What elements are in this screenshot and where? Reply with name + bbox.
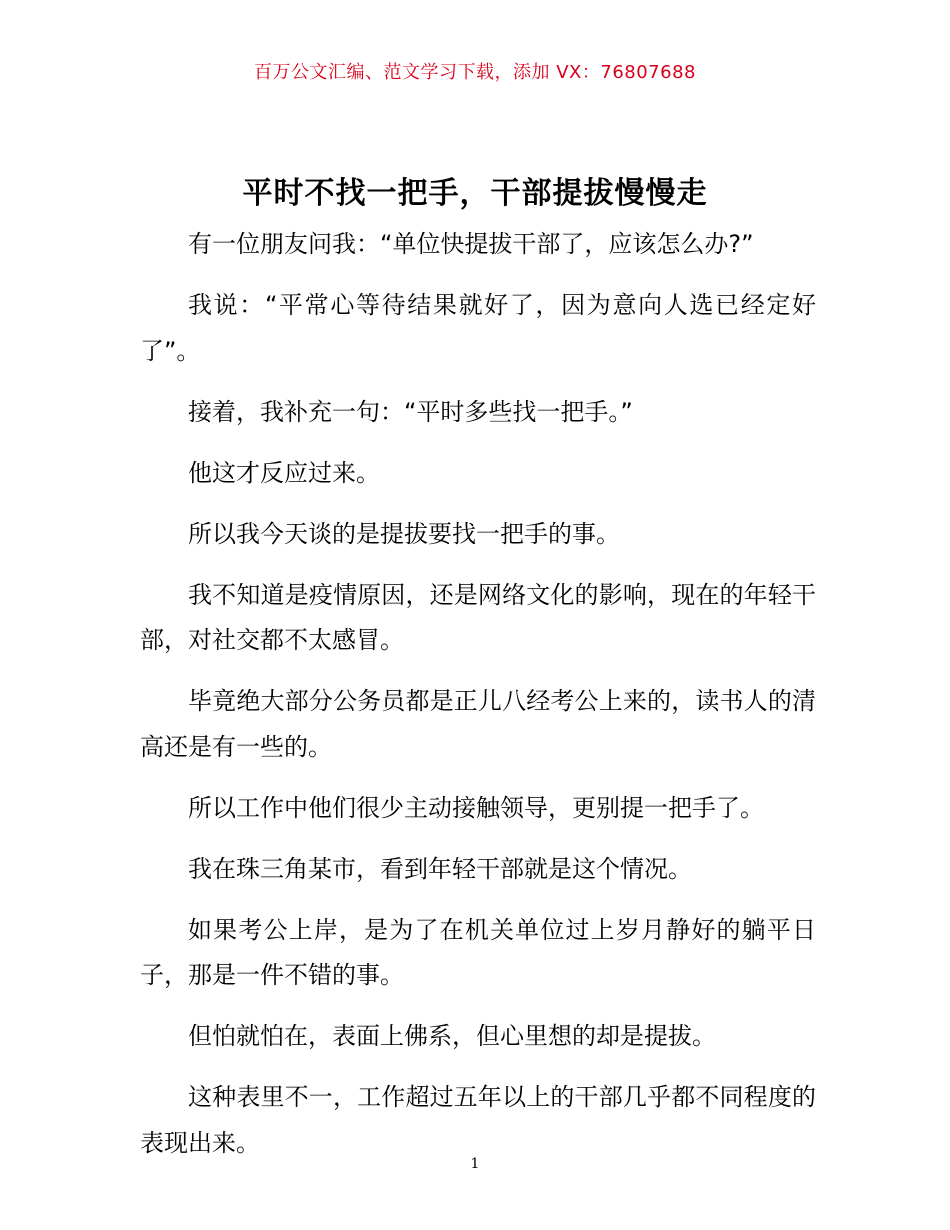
paragraph: 但怕就怕在，表面上佛系，但心里想的却是提拔。 <box>188 1022 716 1050</box>
paragraph: 这种表里不一，工作超过五年以上的干部几乎都不同程度的表现出来。 <box>140 1083 816 1157</box>
paragraph: 我说：“平常心等待结果就好了，因为意向人选已经定好了”。 <box>140 291 816 365</box>
paragraph: 他这才反应过来。 <box>188 458 380 487</box>
document-title: 平时不找一把手，干部提拔慢慢走 <box>242 176 708 211</box>
paragraph: 所以我今天谈的是提拔要找一把手的事。 <box>188 519 620 548</box>
paragraph: 接着，我补充一句：“平时多些找一把手。” <box>188 397 633 426</box>
document-body <box>140 222 816 1182</box>
paragraph: 我在珠三角某市，看到年轻干部就是这个情况。 <box>188 854 692 883</box>
paragraph: 有一位朋友问我：“单位快提拔干部了，应该怎么办?” <box>188 230 754 258</box>
header-note: 百万公文汇编、范文学习下载，添加 VX：76807688 <box>254 62 696 83</box>
paragraph: 如果考公上岸，是为了在机关单位过上岁月静好的躺平日子，那是一件不错的事。 <box>140 915 816 989</box>
page-number: 1 <box>470 1156 480 1172</box>
paragraph: 我不知道是疫情原因，还是网络文化的影响，现在的年轻干部，对社交都不太感冒。 <box>140 580 816 654</box>
paragraph: 所以工作中他们很少主动接触领导，更别提一把手了。 <box>188 793 764 822</box>
paragraph: 毕竟绝大部分公务员都是正儿八经考公上来的，读书人的清高还是有一些的。 <box>140 687 816 761</box>
